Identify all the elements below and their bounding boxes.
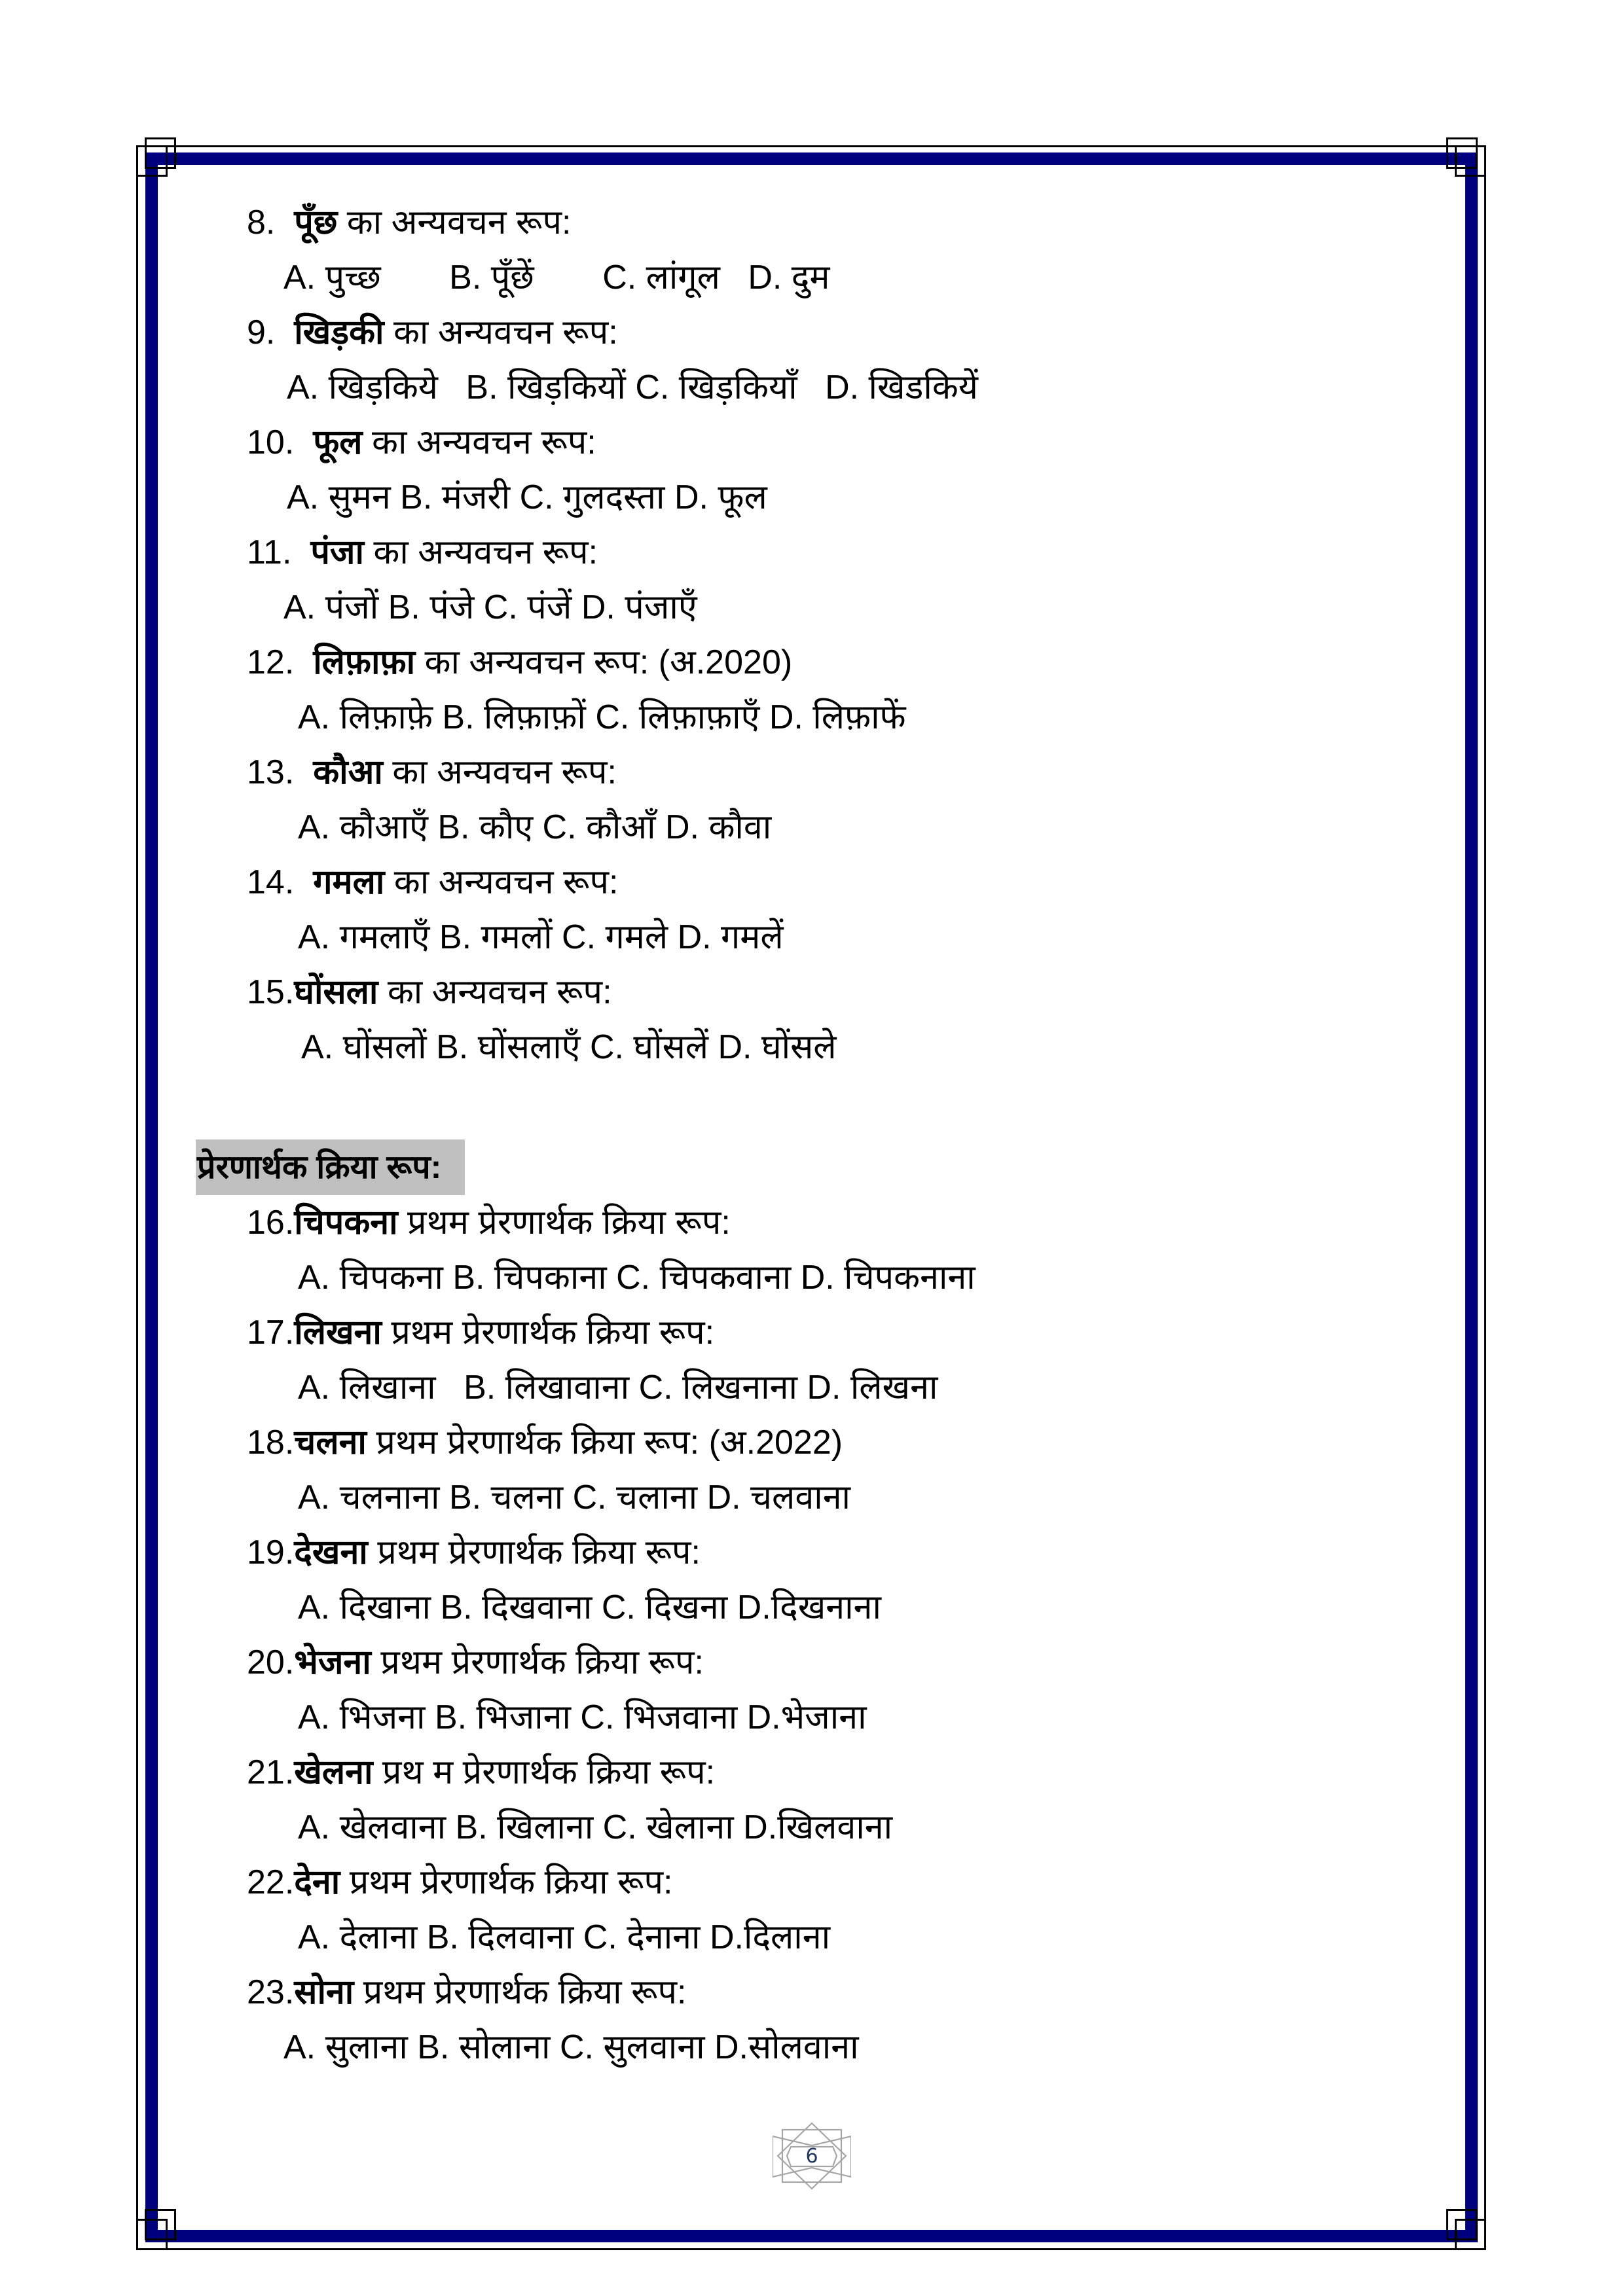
question-word: लिखना bbox=[294, 1314, 382, 1352]
question-12 bbox=[247, 635, 792, 690]
question-prompt: का अन्यवचन रूप: bbox=[424, 643, 649, 681]
question-word: चलना bbox=[294, 1424, 367, 1462]
question-number: 14. bbox=[247, 863, 295, 901]
option-b[interactable]: B. गमलों bbox=[439, 918, 553, 956]
question-13 bbox=[247, 745, 617, 800]
option-d[interactable]: D. दुम bbox=[748, 259, 830, 296]
options-21 bbox=[298, 1800, 892, 1855]
section-heading-causative: प्रेरणार्थक क्रिया रूप: bbox=[196, 1139, 465, 1195]
question-word: पंजा bbox=[310, 533, 364, 571]
option-c[interactable]: C. घोंसलें bbox=[589, 1028, 709, 1066]
option-b[interactable]: B. दिखवाना bbox=[440, 1588, 593, 1626]
question-word: चिपकना bbox=[294, 1204, 398, 1242]
exam-year-note: (अ.2022) bbox=[708, 1424, 843, 1462]
question-11 bbox=[247, 525, 598, 580]
option-d[interactable]: D.खिलवाना bbox=[743, 1808, 893, 1846]
question-prompt: का अन्यवचन रूप: bbox=[346, 204, 572, 242]
option-d[interactable]: D.दिखनाना bbox=[737, 1588, 881, 1626]
question-number: 12. bbox=[247, 643, 295, 681]
options-20 bbox=[298, 1690, 867, 1745]
question-word: फूल bbox=[313, 423, 363, 461]
options-19 bbox=[298, 1580, 881, 1635]
question-word: पूँछ bbox=[294, 204, 338, 242]
option-c[interactable]: C. चिपकवाना bbox=[616, 1259, 792, 1297]
question-19 bbox=[247, 1525, 701, 1580]
question-14 bbox=[247, 855, 618, 910]
question-10 bbox=[247, 415, 596, 470]
option-a[interactable]: A. लिखाना bbox=[298, 1369, 436, 1407]
option-b[interactable]: B. भिजाना bbox=[434, 1698, 571, 1736]
option-a[interactable]: A. देलाना bbox=[298, 1918, 418, 1956]
question-word: कौआ bbox=[313, 753, 383, 791]
option-a[interactable]: A. चलनाना bbox=[298, 1479, 440, 1516]
options-11 bbox=[283, 580, 697, 635]
question-number: 22. bbox=[247, 1863, 295, 1901]
question-17 bbox=[247, 1305, 714, 1360]
option-d[interactable]: D. लिफ़ाफें bbox=[769, 698, 906, 736]
question-number: 21. bbox=[247, 1753, 295, 1791]
option-b[interactable]: B. कौए bbox=[437, 808, 534, 846]
question-prompt: प्रथ म प्रेरणार्थक क्रिया रूप: bbox=[382, 1753, 716, 1791]
question-prompt: का अन्यवचन रूप: bbox=[393, 314, 618, 351]
option-c[interactable]: C. पंजें bbox=[483, 588, 572, 626]
option-a[interactable]: A. खिड़किये bbox=[287, 368, 438, 406]
option-b[interactable]: B. खिड़कियों bbox=[465, 368, 626, 406]
question-word: देखना bbox=[294, 1534, 368, 1571]
option-d[interactable]: D. कौवा bbox=[665, 808, 772, 846]
option-a[interactable]: A. घोंसलों bbox=[301, 1028, 427, 1066]
option-b[interactable]: B. पूँछें bbox=[449, 259, 534, 296]
question-word: गमला bbox=[313, 863, 385, 901]
options-17 bbox=[298, 1360, 938, 1415]
option-d[interactable]: D. चिपकनाना bbox=[800, 1259, 976, 1297]
question-prompt: प्रथम प्रेरणार्थक क्रिया रूप: bbox=[349, 1863, 673, 1901]
option-c[interactable]: C. लिफ़ाफ़ाएँ bbox=[595, 698, 760, 736]
option-a[interactable]: A. पंजों bbox=[283, 588, 379, 626]
option-c[interactable]: C. खेलाना bbox=[602, 1808, 734, 1846]
question-prompt: प्रथम प्रेरणार्थक क्रिया रूप: bbox=[377, 1534, 701, 1571]
option-c[interactable]: C. खिड़कियाँ bbox=[635, 368, 797, 406]
question-number: 20. bbox=[247, 1643, 295, 1681]
exam-year-note: (अ.2020) bbox=[658, 643, 793, 681]
options-8 bbox=[283, 250, 830, 305]
option-d[interactable]: D. फूल bbox=[674, 478, 767, 516]
option-b[interactable]: B. सोलाना bbox=[417, 2028, 551, 2066]
question-number: 17. bbox=[247, 1314, 295, 1352]
option-d[interactable]: D. लिखना bbox=[807, 1369, 938, 1407]
option-d[interactable]: D. घोंसले bbox=[718, 1028, 837, 1066]
option-c[interactable]: C. गुलदस्ता bbox=[519, 478, 665, 516]
options-9 bbox=[287, 360, 978, 415]
question-number: 9. bbox=[247, 314, 276, 351]
options-22 bbox=[298, 1910, 830, 1965]
options-23 bbox=[283, 2020, 859, 2075]
option-b[interactable]: B. चिपकाना bbox=[452, 1259, 607, 1297]
question-16 bbox=[247, 1195, 731, 1250]
question-prompt: का अन्यवचन रूप: bbox=[393, 863, 619, 901]
option-c[interactable]: C. दिखना bbox=[601, 1588, 728, 1626]
option-c[interactable]: C. लिखनाना bbox=[638, 1369, 797, 1407]
question-22 bbox=[247, 1855, 672, 1910]
question-number: 16. bbox=[247, 1204, 295, 1242]
question-number: 15. bbox=[247, 973, 295, 1011]
option-b[interactable]: B. मंजरी bbox=[400, 478, 511, 516]
option-b[interactable]: B. पंजे bbox=[388, 588, 475, 626]
question-prompt: प्रथम प्रेरणार्थक क्रिया रूप: bbox=[376, 1424, 700, 1462]
corner-ornament-top-left-2 bbox=[145, 137, 176, 169]
option-a[interactable]: A. भिजना bbox=[298, 1698, 426, 1736]
question-word: सोना bbox=[294, 1973, 354, 2011]
page-number: 6 bbox=[805, 2145, 818, 2168]
question-prompt: प्रथम प्रेरणार्थक क्रिया रूप: bbox=[363, 1973, 687, 2011]
question-number: 23. bbox=[247, 1973, 295, 2011]
corner-ornament-top-right-2 bbox=[1446, 137, 1478, 169]
option-b[interactable]: B. लिखावाना bbox=[464, 1369, 630, 1407]
options-12 bbox=[298, 690, 906, 745]
option-c[interactable]: C. चलाना bbox=[572, 1479, 698, 1516]
question-word: देना bbox=[294, 1863, 340, 1901]
question-21 bbox=[247, 1745, 715, 1800]
question-number: 11. bbox=[247, 533, 292, 571]
question-18 bbox=[247, 1415, 843, 1470]
option-c[interactable]: C. भिजवाना bbox=[580, 1698, 738, 1736]
question-number: 13. bbox=[247, 753, 295, 791]
corner-ornament-bottom-left-2 bbox=[145, 2209, 176, 2240]
question-15 bbox=[247, 965, 612, 1020]
option-d[interactable]: D.भेजाना bbox=[746, 1698, 867, 1736]
question-prompt: प्रथम प्रेरणार्थक क्रिया रूप: bbox=[391, 1314, 715, 1352]
option-b[interactable]: B. घोंसलाएँ bbox=[436, 1028, 581, 1066]
question-8 bbox=[247, 195, 571, 250]
options-13 bbox=[298, 800, 771, 855]
options-10 bbox=[287, 470, 767, 525]
option-d[interactable]: D. पंजाएँ bbox=[581, 588, 697, 626]
question-20 bbox=[247, 1635, 704, 1690]
question-word: घोंसला bbox=[294, 973, 378, 1011]
option-d[interactable]: D. गमलें bbox=[677, 918, 784, 956]
option-a[interactable]: A. चिपकना bbox=[298, 1259, 443, 1297]
option-d[interactable]: D. खिडकियें bbox=[825, 368, 978, 406]
option-b[interactable]: B. चलना bbox=[448, 1479, 564, 1516]
question-23 bbox=[247, 1965, 686, 2020]
option-a[interactable]: A. कौआएँ bbox=[298, 808, 428, 846]
question-number: 10. bbox=[247, 423, 295, 461]
option-a[interactable]: A. गमलाएँ bbox=[298, 918, 430, 956]
option-a[interactable]: A. खेलवाना bbox=[298, 1808, 447, 1846]
question-prompt: का अन्यवचन रूप: bbox=[387, 973, 612, 1011]
option-a[interactable]: A. सुलाना bbox=[283, 2028, 408, 2066]
options-18 bbox=[298, 1470, 850, 1525]
options-14 bbox=[298, 910, 784, 965]
option-b[interactable]: B. लिफ़ाफ़ों bbox=[442, 698, 586, 736]
question-number: 8. bbox=[247, 204, 276, 242]
option-a[interactable]: A. दिखाना bbox=[298, 1588, 431, 1626]
question-prompt: का अन्यवचन रूप: bbox=[373, 533, 598, 571]
option-c[interactable]: C. कौआँ bbox=[542, 808, 656, 846]
option-a[interactable]: A. पुच्छ bbox=[283, 259, 381, 296]
option-c[interactable]: C. देनाना bbox=[583, 1918, 701, 1956]
question-prompt: का अन्यवचन रूप: bbox=[392, 753, 617, 791]
option-b[interactable]: B. दिलवाना bbox=[426, 1918, 574, 1956]
option-c[interactable]: C. गमले bbox=[562, 918, 668, 956]
question-prompt: का अन्यवचन रूप: bbox=[372, 423, 596, 461]
option-c[interactable]: C. लांगूल bbox=[602, 259, 720, 296]
question-word: लिफ़ाफ़ा bbox=[313, 643, 416, 681]
page-number-badge bbox=[773, 2121, 851, 2193]
corner-ornament-bottom-right-2 bbox=[1446, 2209, 1478, 2240]
question-word: खिड़की bbox=[294, 314, 384, 351]
option-d[interactable]: D.दिलाना bbox=[709, 1918, 831, 1956]
question-word: खेलना bbox=[294, 1753, 373, 1791]
question-number: 18. bbox=[247, 1424, 295, 1462]
question-9 bbox=[247, 305, 618, 360]
question-prompt: प्रथम प्रेरणार्थक क्रिया रूप: bbox=[407, 1204, 731, 1242]
options-16 bbox=[298, 1250, 976, 1305]
question-word: भेजना bbox=[294, 1643, 371, 1681]
option-c[interactable]: C. सुलवाना bbox=[559, 2028, 705, 2066]
option-d[interactable]: D. चलवाना bbox=[706, 1479, 851, 1516]
option-a[interactable]: A. लिफ़ाफ़े bbox=[298, 698, 433, 736]
option-d[interactable]: D.सोलवाना bbox=[714, 2028, 859, 2066]
question-prompt: प्रथम प्रेरणार्थक क्रिया रूप: bbox=[380, 1643, 704, 1681]
option-a[interactable]: A. सुमन bbox=[287, 478, 391, 516]
options-15 bbox=[301, 1020, 837, 1075]
option-b[interactable]: B. खिलाना bbox=[455, 1808, 594, 1846]
question-number: 19. bbox=[247, 1534, 295, 1571]
